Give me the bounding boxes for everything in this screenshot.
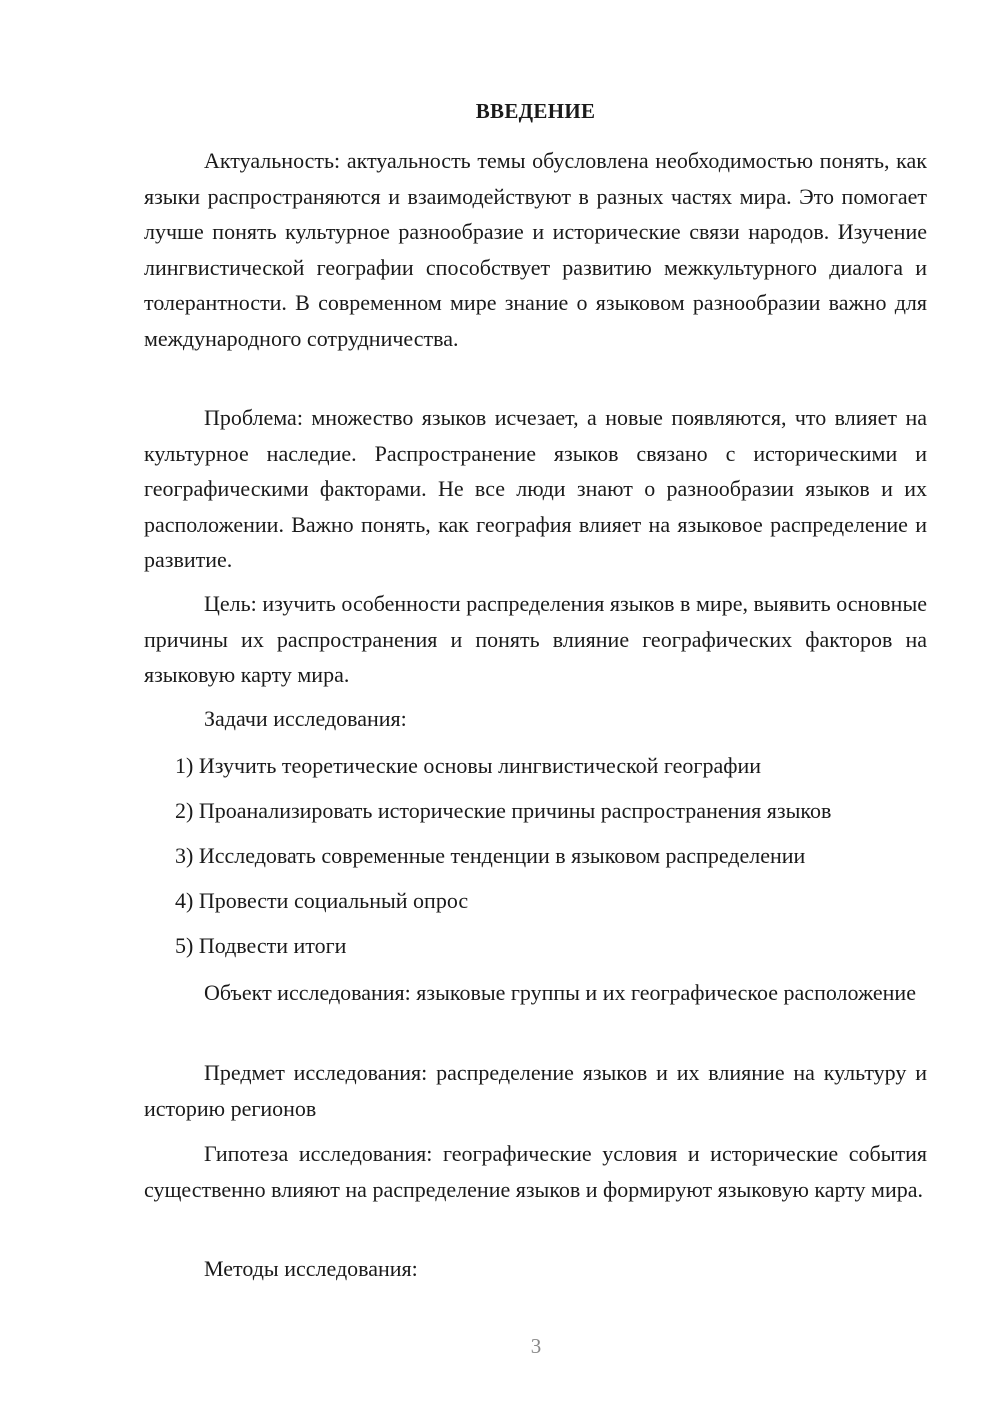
paragraph-goal: Цель: изучить особенности распределения языков в мире, выявить основные причины их распространения и понять влияние географических факторов на языковую карту мира. (144, 591, 927, 687)
paragraph-object: Объект исследования: языковые группы и их географическое расположение (204, 980, 916, 1005)
methods-heading: Методы исследования: (204, 1256, 418, 1281)
tasks-heading: Задачи исследования: (204, 706, 407, 731)
paragraph-relevance: Актуальность: актуальность темы обусловлена необходимостью понять, как языки распространяются и взаимодействуют в разных частях мира. Это помогает лучше понять культурное разнообразие и исторические связи народов. Изучение лингвистической географии способствует развитию межкультурного диалога и толерантности. В современном мире знание о языковом разнообразии важно для международного сотрудничества. (144, 148, 927, 351)
paragraph-problem: Проблема: множество языков исчезает, а новые появляются, что влияет на культурное наследие. Распространение языков связано с историческими и географическими факторами. Не все люди знают о разнообразии языков и их расположении. Важно понять, как география влияет на языковое распределение и развитие. (144, 405, 927, 572)
task-item: 5) Подвести итоги (175, 933, 347, 958)
page-number: 3 (530, 1334, 542, 1358)
task-item: 4) Провести социальный опрос (175, 888, 469, 913)
paragraph-hypothesis: Гипотеза исследования: географические условия и исторические события существенно влияют на распределение языков и формируют языковую карту мира. (144, 1141, 927, 1202)
task-item: 3) Исследовать современные тенденции в языковом распределении (175, 843, 806, 868)
page-title: ВВЕДЕНИЕ (475, 99, 596, 123)
paragraph-subject: Предмет исследования: распределение языков и их влияние на культуру и историю регионов (144, 1060, 927, 1121)
task-item: 2) Проанализировать исторические причины распространения языков (175, 798, 832, 823)
task-item: 1) Изучить теоретические основы лингвистической географии (175, 753, 762, 778)
